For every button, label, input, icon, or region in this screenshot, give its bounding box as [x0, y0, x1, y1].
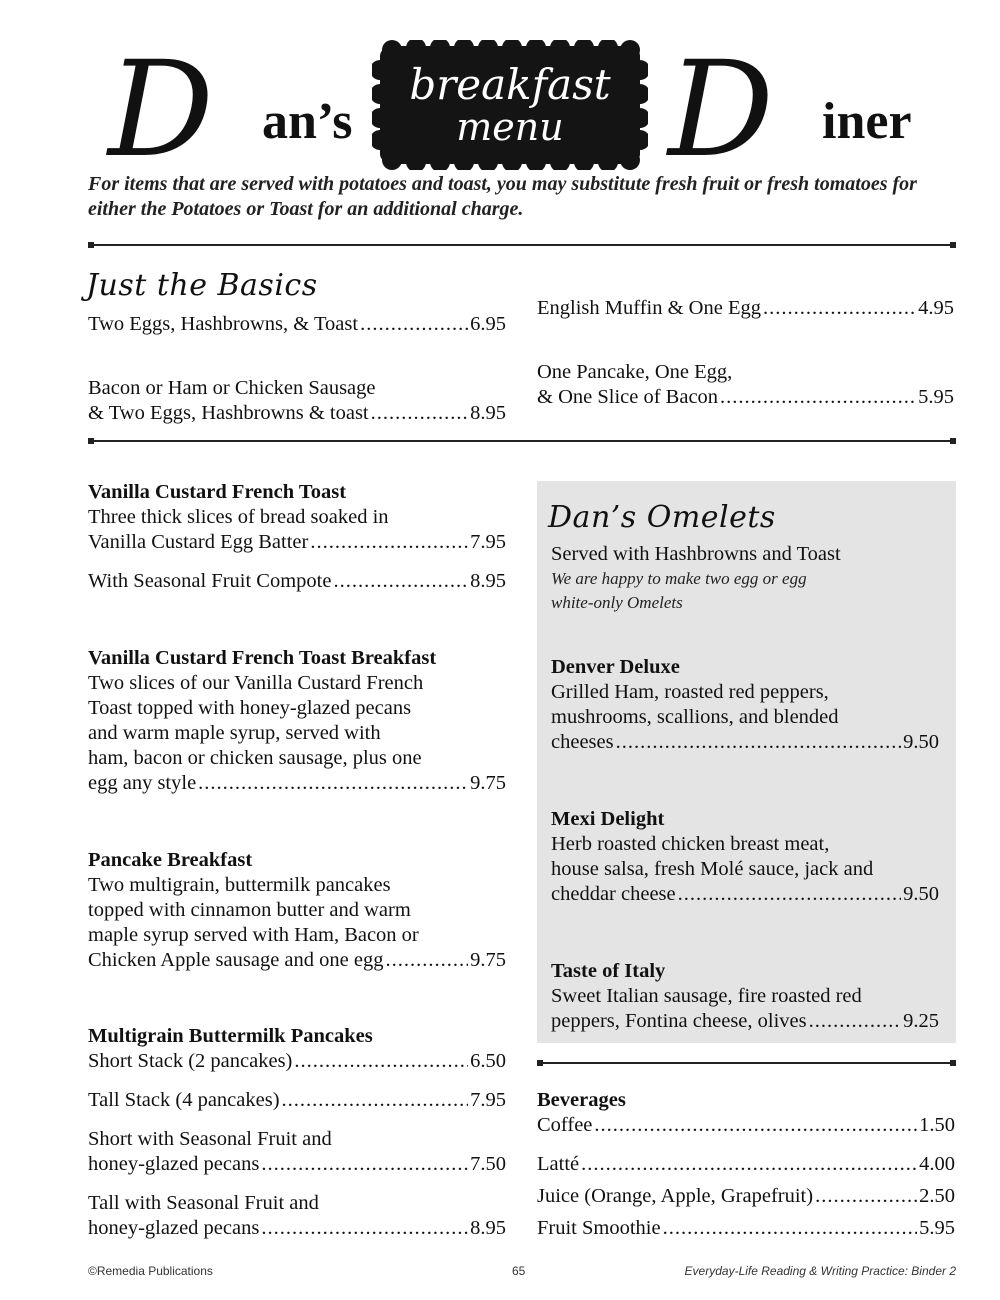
item-price: 9.50 [903, 731, 939, 753]
item-description: Herb roasted chicken breast meat, [551, 833, 830, 855]
dot-leader [581, 1152, 917, 1177]
item-price: 4.95 [918, 297, 954, 319]
dot-leader [282, 1088, 469, 1113]
item-description: topped with cinnamon butter and warm [88, 899, 411, 921]
menu-item-taste-of-italy [551, 959, 939, 1034]
title-script-d-left: D [108, 33, 210, 187]
item-price: 6.95 [470, 313, 506, 335]
item-label: Fruit Smoothie [537, 1217, 661, 1239]
item-option-label: Short Stack (2 pancakes) [88, 1050, 293, 1072]
item-label: & Two Eggs, Hashbrowns & toast [88, 402, 369, 424]
dot-leader [809, 1009, 902, 1034]
dot-leader [663, 1216, 918, 1241]
beverages-section [537, 1088, 955, 1241]
item-label: Juice (Orange, Apple, Grapefruit) [537, 1185, 814, 1207]
dot-leader [720, 385, 916, 410]
item-name: Mexi Delight [551, 808, 665, 830]
footer-copyright: ©Remedia Publications [88, 1264, 213, 1278]
dot-leader [678, 882, 902, 907]
title-script-d-right: D [668, 33, 770, 187]
item-price: 9.75 [470, 949, 506, 971]
item-option-label: Tall Stack (4 pancakes) [88, 1089, 280, 1111]
item-label: & One Slice of Bacon [537, 386, 719, 408]
divider-beverages [537, 1062, 956, 1064]
dot-leader [371, 401, 469, 426]
item-description: peppers, Fontina cheese, olives [551, 1010, 807, 1032]
item-description: maple syrup served with Ham, Bacon or [88, 924, 419, 946]
item-price: 6.50 [470, 1050, 506, 1072]
item-description: Three thick slices of bread soaked in [88, 506, 389, 528]
divider-basics [88, 440, 956, 442]
item-label: Two Eggs, Hashbrowns, & Toast [88, 313, 359, 335]
badge-line-menu: menu [456, 105, 564, 149]
footer-page-number: 65 [512, 1264, 526, 1278]
item-option-label: Short with Seasonal Fruit and [88, 1128, 332, 1150]
item-description: cheddar cheese [551, 883, 676, 905]
item-price: 4.00 [919, 1153, 955, 1175]
item-price: 9.50 [903, 883, 939, 905]
dot-leader [594, 1113, 917, 1138]
badge-line-breakfast: breakfast [409, 60, 611, 109]
item-label: Coffee [537, 1114, 593, 1136]
item-description: cheeses [551, 731, 614, 753]
item-price: 5.95 [918, 386, 954, 408]
item-description: Vanilla Custard Egg Batter [88, 531, 309, 553]
menu-item-pancake-breakfast [88, 848, 506, 973]
dot-leader [763, 296, 916, 321]
dot-leader [294, 1049, 468, 1074]
footer-book-title: Everyday-Life Reading & Writing Practice: Binder 2 [684, 1264, 956, 1278]
item-price: 7.95 [470, 1089, 506, 1111]
basics-item [537, 296, 954, 321]
dot-leader [333, 569, 468, 594]
item-option-label: honey-glazed pecans [88, 1153, 260, 1175]
item-option-label: Tall with Seasonal Fruit and [88, 1192, 319, 1214]
omelets-note: white-only Omelets [551, 593, 683, 612]
menu-item-french-toast [88, 480, 506, 594]
item-description: Sweet Italian sausage, fire roasted red [551, 985, 862, 1007]
divider-top [88, 244, 956, 246]
dot-leader [616, 730, 902, 755]
menu-item-mexi-delight [551, 807, 939, 907]
item-name: Taste of Italy [551, 960, 666, 982]
item-price: 8.95 [470, 402, 506, 424]
item-description: house salsa, fresh Molé sauce, jack and [551, 858, 874, 880]
omelets-note: We are happy to make two egg or egg [551, 569, 807, 588]
item-name: Vanilla Custard French Toast [88, 481, 347, 503]
item-description: Chicken Apple sausage and one egg [88, 949, 384, 971]
item-price: 5.95 [919, 1217, 955, 1239]
section-heading-basics: Just the Basics [86, 268, 318, 303]
substitution-note: For items that are served with potatoes and toast, you may substitute fresh fruit or fresh tomatoes for either the Potatoes or Toast for an additional charge. [88, 173, 917, 220]
menu-item-multigrain-pancakes [88, 1024, 506, 1241]
item-option-label: honey-glazed pecans [88, 1217, 260, 1239]
dot-leader [198, 771, 468, 796]
item-description: egg any style [88, 772, 197, 794]
item-name: Vanilla Custard French Toast Breakfast [88, 647, 437, 669]
item-description: Toast topped with honey-glazed pecans [88, 697, 412, 719]
item-description: and warm maple syrup, served with [88, 722, 381, 744]
item-price: 8.95 [470, 1217, 506, 1239]
dot-leader [815, 1184, 917, 1209]
basics-item [88, 376, 506, 426]
item-price: 2.50 [919, 1185, 955, 1207]
omelets-subheading: Served with Hashbrowns and Toast [551, 543, 841, 565]
item-price: 8.95 [470, 570, 506, 592]
breakfast-menu-badge [380, 46, 640, 164]
title-dans: an’s [262, 93, 353, 150]
item-description: Two multigrain, buttermilk pancakes [88, 874, 391, 896]
item-option-label: With Seasonal Fruit Compote [88, 570, 332, 592]
item-label: Latté [537, 1153, 580, 1175]
item-description: Grilled Ham, roasted red peppers, [551, 681, 829, 703]
item-name: Multigrain Buttermilk Pancakes [88, 1025, 373, 1047]
basics-item [537, 360, 954, 410]
basics-item [88, 312, 506, 337]
item-label: English Muffin & One Egg [537, 297, 761, 319]
dot-leader [261, 1216, 468, 1241]
item-price: 9.75 [470, 772, 506, 794]
title-diner: iner [822, 93, 912, 150]
omelets-intro [551, 542, 941, 615]
dot-leader [385, 948, 468, 973]
dot-leader [261, 1152, 468, 1177]
item-price: 9.25 [903, 1010, 939, 1032]
item-label: Bacon or Ham or Chicken Sausage [88, 377, 376, 399]
menu-item-denver-deluxe [551, 655, 939, 755]
section-heading-omelets: Dan’s Omelets [548, 500, 776, 535]
item-description: ham, bacon or chicken sausage, plus one [88, 747, 422, 769]
menu-item-french-toast-breakfast [88, 646, 506, 796]
dot-leader [310, 530, 468, 555]
item-price: 7.50 [470, 1153, 506, 1175]
item-description: mushrooms, scallions, and blended [551, 706, 839, 728]
item-description: Two slices of our Vanilla Custard French [88, 672, 424, 694]
item-name: Denver Deluxe [551, 656, 680, 678]
item-name: Pancake Breakfast [88, 849, 253, 871]
dot-leader [360, 312, 468, 337]
item-label: One Pancake, One Egg, [537, 361, 733, 383]
item-price: 7.95 [470, 531, 506, 553]
section-heading-beverages: Beverages [537, 1089, 626, 1111]
item-price: 1.50 [919, 1114, 955, 1136]
